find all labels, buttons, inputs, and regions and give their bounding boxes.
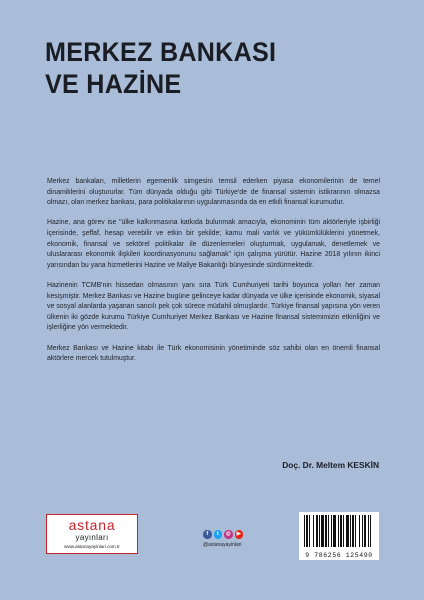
social-handle: @astanayayinlari bbox=[203, 541, 242, 548]
book-title bbox=[45, 36, 276, 100]
title-line-1: MERKEZ BANKASI bbox=[45, 37, 277, 67]
publisher-subtitle: yayınları bbox=[75, 533, 109, 542]
social-icons bbox=[203, 530, 247, 539]
youtube-icon: ▶ bbox=[235, 530, 244, 539]
publisher-url: www.astanayayinlari.com.tr bbox=[64, 544, 120, 549]
isbn-number: 9 786256 125490 bbox=[305, 552, 373, 559]
author-name: Doç. Dr. Meltem KESKİN bbox=[282, 460, 379, 470]
twitter-icon: t bbox=[214, 530, 223, 539]
blurb-paragraph-2: Hazine, ana görev ise "ülke kalkınmasına katkıda bulunmak amacıyla, ekonominin tüm aktörleriyle işbirliği içerisinde, şeffaf, hesap verebilir ve etkin bir şekilde; kamu mali varlık ve yükümlülüklerini yönetmek, ekonomik, finansal ve sektörel politikalar ile düzenlemeleri oluşturmak, uygulamak, denetlemek ve uluslararası ekonomik ilişkileri koordinasyonunu sağlamak" için çalışma yürütür. Hazine 2018 yılının ikinci yarısından bu yana hizmetlerini Hazine ve Maliye Bakanlığı bünyesinde sürdürmektedir. bbox=[47, 219, 380, 269]
blurb-paragraph-1: Merkez bankaları, milletlerin egemenlik simgesini temsil ederken piyasa ekonomilerinin de temel dinamiklerini oluştururlar. Tüm dünyada olduğu gibi Türkiye'de de finansal sistemin istikrarının olmazsa olmazı, olan merkez bankası, para politikalarının uygulanmasında da en etkili finansal kurumudur. bbox=[47, 178, 380, 207]
publisher-name: astana bbox=[68, 517, 116, 533]
instagram-icon: ◎ bbox=[225, 531, 231, 537]
social-media bbox=[203, 530, 247, 548]
blurb-paragraph-3: Hazinenin TCMB'nin hissedarı olmasının yanı sıra Türk Cumhuriyeti tarihi boyunca yolları her zaman kesişmiştir. Merkez Bankası ve Hazine bugüne gelinceye kadar dünyada ve ülke içerisinde ekonomik, siyasal ve sosyal alanlarda yaşanan sancılı pek çok sürece müdahil olmuşlardır. Türkiye finansal yapısına yön veren ülkenin iki gözde kurumu Türkiye Cumhuriyet Merkez Bankası ve Hazine finansal sistemimizin etkinliğini ve işlerliğine yön vermektedir. bbox=[47, 281, 380, 332]
publisher-logo bbox=[46, 514, 138, 554]
facebook-icon: f bbox=[203, 530, 212, 539]
blurb-text bbox=[47, 177, 380, 374]
barcode-bars bbox=[299, 512, 379, 550]
isbn-barcode bbox=[299, 512, 379, 560]
blurb-paragraph-4: Merkez Bankası ve Hazine kitabı ile Türk ekonomisinin yönetiminde söz sahibi olan en önemli finansal aktörlere mercek tutulmuştur. bbox=[47, 344, 380, 363]
title-line-2: VE HAZİNE bbox=[45, 69, 182, 99]
